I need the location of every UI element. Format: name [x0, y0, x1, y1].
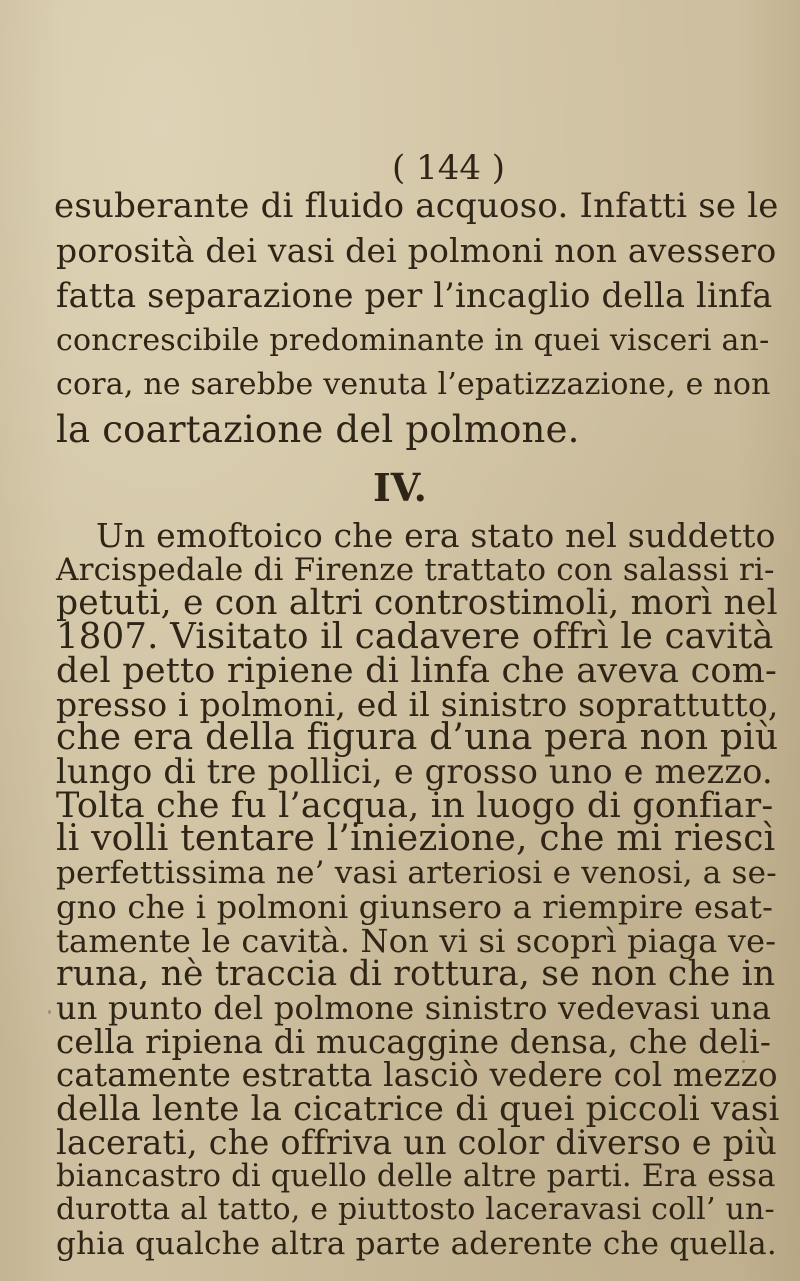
text-line: concrescibile predominante in quei visceri an-: [56, 323, 770, 358]
text-line: Arcispedale di Firenze trattato con salassi ri-: [56, 552, 775, 588]
text-line: runa, nè traccia di rottura, se non che in: [56, 954, 776, 994]
page-number: ( 144 ): [392, 148, 506, 188]
text-line: cora, ne sarebbe venuta l’epatizzazione, e non: [56, 367, 771, 402]
text-line: ghia qualche altra parte aderente che quella.: [56, 1226, 777, 1262]
paper-speck: [48, 1010, 51, 1014]
text-line: del petto ripiene di linfa che aveva com-: [56, 651, 778, 691]
text-line: fatta separazione per l’incaglio della linfa: [56, 276, 773, 315]
text-line: che era della figura d’una pera non più: [56, 717, 779, 758]
text-line: catamente estratta lasciò vedere col mezzo: [56, 1056, 778, 1094]
text-line: presso i polmoni, ed il sinistro soprattutto,: [56, 685, 779, 724]
text-line: tamente le cavità. Non vi si scoprì piaga ve-: [56, 922, 777, 960]
text-line: un punto del polmone sinistro vedevasi una: [56, 989, 772, 1027]
text-line: biancastro di quello delle altre parti. Era essa: [56, 1159, 776, 1194]
text-line: della lente la cicatrice di quei piccoli vasi: [56, 1089, 780, 1129]
text-line: perfettissima ne’ vasi arteriosi e venosi, a se-: [56, 855, 777, 891]
text-line: cella ripiena di mucaggine densa, che deli-: [56, 1023, 772, 1061]
text-line: gno che i polmoni giunsero a riempire esat-: [56, 888, 774, 926]
text-line: lungo di tre pollici, e grosso uno e mezzo.: [56, 752, 773, 791]
text-line: Un emoftoico che era stato nel suddetto: [96, 516, 776, 555]
text-line: la coartazione del polmone.: [56, 408, 580, 451]
text-line: li volli tentare l’iniezione, che mi riescì: [56, 818, 776, 859]
text-line: porosità dei vasi dei polmoni non avessero: [56, 231, 777, 270]
text-line: durotta al tatto, e piuttosto laceravasi coll’ un-: [56, 1192, 775, 1227]
section-heading: IV.: [373, 465, 427, 510]
text-line: lacerati, che offriva un color diverso e più: [56, 1123, 778, 1162]
text-line: esuberante di fluido acquoso. Infatti se le: [54, 186, 779, 226]
text-line: petuti, e con altri controstimoli, morì nel: [56, 583, 778, 623]
text-line: 1807. Visitato il cadavere offrì le cavità: [56, 616, 774, 657]
text-line: Tolta che fu l’acqua, in luogo di gonfiar-: [56, 786, 774, 826]
